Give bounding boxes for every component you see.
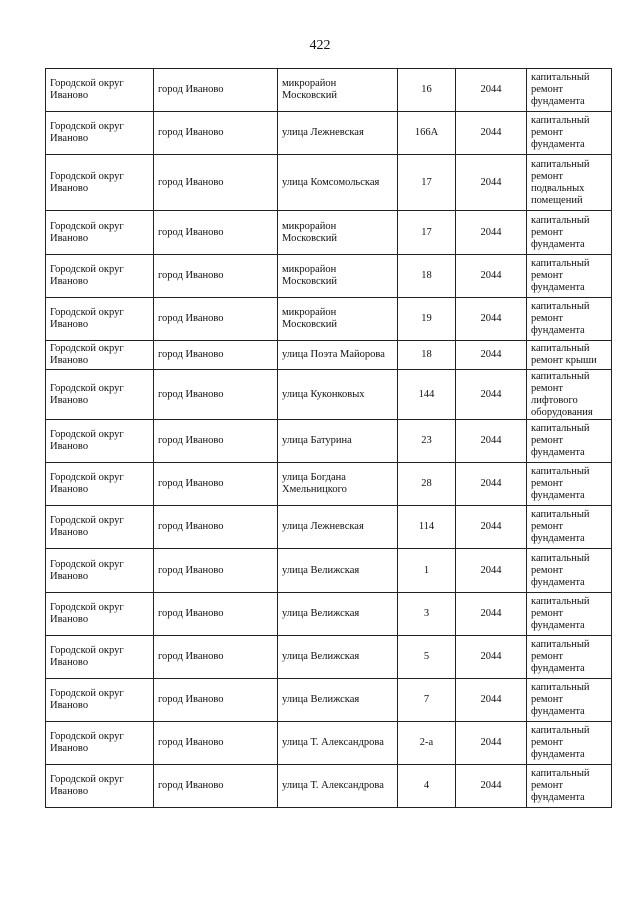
street-cell: улица Велижская bbox=[278, 679, 398, 722]
district-cell: Городской округ Иваново bbox=[46, 463, 154, 506]
work-type-cell: капитальный ремонт лифтового оборудования bbox=[527, 370, 612, 420]
table-row bbox=[46, 211, 612, 255]
locality-cell: город Иваново bbox=[154, 370, 278, 420]
street-cell: микрорайон Московский bbox=[278, 69, 398, 112]
table-row bbox=[46, 341, 612, 370]
district-cell: Городской округ Иваново bbox=[46, 679, 154, 722]
work-type-cell: капитальный ремонт фундамента bbox=[527, 679, 612, 722]
district-cell: Городской округ Иваново bbox=[46, 341, 154, 370]
street-cell: улица Поэта Майорова bbox=[278, 341, 398, 370]
table-row bbox=[46, 370, 612, 420]
page-number: 422 bbox=[309, 38, 331, 53]
work-type-cell: капитальный ремонт фундамента bbox=[527, 211, 612, 255]
street-cell: микрорайон Московский bbox=[278, 255, 398, 298]
work-type-cell: капитальный ремонт фундамента bbox=[527, 506, 612, 549]
house-number-cell: 4 bbox=[398, 765, 456, 808]
locality-cell: город Иваново bbox=[154, 679, 278, 722]
table-row bbox=[46, 112, 612, 155]
year-cell: 2044 bbox=[456, 341, 527, 370]
street-cell: микрорайон Московский bbox=[278, 298, 398, 341]
street-cell: улица Т. Александрова bbox=[278, 722, 398, 765]
district-cell: Городской округ Иваново bbox=[46, 593, 154, 636]
table-row bbox=[46, 765, 612, 808]
house-number-cell: 7 bbox=[398, 679, 456, 722]
locality-cell: город Иваново bbox=[154, 463, 278, 506]
district-cell: Городской округ Иваново bbox=[46, 370, 154, 420]
house-number-cell: 1 bbox=[398, 549, 456, 593]
house-number-cell: 18 bbox=[398, 341, 456, 370]
house-number-cell: 166А bbox=[398, 112, 456, 155]
house-number-cell: 114 bbox=[398, 506, 456, 549]
house-number-cell: 17 bbox=[398, 211, 456, 255]
year-cell: 2044 bbox=[456, 370, 527, 420]
house-number-cell: 23 bbox=[398, 420, 456, 463]
house-number-cell: 19 bbox=[398, 298, 456, 341]
street-cell: микрорайон Московский bbox=[278, 211, 398, 255]
street-cell: улица Т. Александрова bbox=[278, 765, 398, 808]
locality-cell: город Иваново bbox=[154, 298, 278, 341]
work-type-cell: капитальный ремонт фундамента bbox=[527, 463, 612, 506]
district-cell: Городской округ Иваново bbox=[46, 549, 154, 593]
district-cell: Городской округ Иваново bbox=[46, 112, 154, 155]
house-number-cell: 28 bbox=[398, 463, 456, 506]
district-cell: Городской округ Иваново bbox=[46, 420, 154, 463]
year-cell: 2044 bbox=[456, 506, 527, 549]
locality-cell: город Иваново bbox=[154, 211, 278, 255]
locality-cell: город Иваново bbox=[154, 420, 278, 463]
table-row bbox=[46, 636, 612, 679]
work-type-cell: капитальный ремонт подвальных помещений bbox=[527, 155, 612, 211]
locality-cell: город Иваново bbox=[154, 341, 278, 370]
work-type-cell: капитальный ремонт фундамента bbox=[527, 722, 612, 765]
district-cell: Городской округ Иваново bbox=[46, 636, 154, 679]
year-cell: 2044 bbox=[456, 636, 527, 679]
locality-cell: город Иваново bbox=[154, 549, 278, 593]
work-type-cell: капитальный ремонт фундамента bbox=[527, 765, 612, 808]
house-number-cell: 5 bbox=[398, 636, 456, 679]
work-type-cell: капитальный ремонт фундамента bbox=[527, 420, 612, 463]
year-cell: 2044 bbox=[456, 549, 527, 593]
work-type-cell: капитальный ремонт фундамента bbox=[527, 255, 612, 298]
locality-cell: город Иваново bbox=[154, 155, 278, 211]
locality-cell: город Иваново bbox=[154, 255, 278, 298]
table-row bbox=[46, 593, 612, 636]
table-row bbox=[46, 722, 612, 765]
repair-schedule-table bbox=[45, 68, 612, 808]
locality-cell: город Иваново bbox=[154, 506, 278, 549]
table-row bbox=[46, 506, 612, 549]
street-cell: улица Лежневская bbox=[278, 112, 398, 155]
table-row bbox=[46, 69, 612, 112]
locality-cell: город Иваново bbox=[154, 69, 278, 112]
year-cell: 2044 bbox=[456, 679, 527, 722]
street-cell: улица Комсомольская bbox=[278, 155, 398, 211]
table-row bbox=[46, 463, 612, 506]
work-type-cell: капитальный ремонт фундамента bbox=[527, 69, 612, 112]
table-row bbox=[46, 420, 612, 463]
table-row bbox=[46, 679, 612, 722]
district-cell: Городской округ Иваново bbox=[46, 211, 154, 255]
house-number-cell: 18 bbox=[398, 255, 456, 298]
work-type-cell: капитальный ремонт фундамента bbox=[527, 593, 612, 636]
street-cell: улица Богдана Хмельницкого bbox=[278, 463, 398, 506]
year-cell: 2044 bbox=[456, 463, 527, 506]
work-type-cell: капитальный ремонт крыши bbox=[527, 341, 612, 370]
year-cell: 2044 bbox=[456, 298, 527, 341]
street-cell: улица Велижская bbox=[278, 636, 398, 679]
table-row bbox=[46, 155, 612, 211]
year-cell: 2044 bbox=[456, 722, 527, 765]
street-cell: улица Куконковых bbox=[278, 370, 398, 420]
street-cell: улица Велижская bbox=[278, 593, 398, 636]
district-cell: Городской округ Иваново bbox=[46, 722, 154, 765]
table-row bbox=[46, 549, 612, 593]
work-type-cell: капитальный ремонт фундамента bbox=[527, 636, 612, 679]
locality-cell: город Иваново bbox=[154, 636, 278, 679]
table-row bbox=[46, 298, 612, 341]
work-type-cell: капитальный ремонт фундамента bbox=[527, 298, 612, 341]
locality-cell: город Иваново bbox=[154, 112, 278, 155]
locality-cell: город Иваново bbox=[154, 765, 278, 808]
work-type-cell: капитальный ремонт фундамента bbox=[527, 112, 612, 155]
street-cell: улица Лежневская bbox=[278, 506, 398, 549]
year-cell: 2044 bbox=[456, 765, 527, 808]
street-cell: улица Батурина bbox=[278, 420, 398, 463]
district-cell: Городской округ Иваново bbox=[46, 69, 154, 112]
house-number-cell: 144 bbox=[398, 370, 456, 420]
house-number-cell: 17 bbox=[398, 155, 456, 211]
district-cell: Городской округ Иваново bbox=[46, 298, 154, 341]
district-cell: Городской округ Иваново bbox=[46, 155, 154, 211]
house-number-cell: 3 bbox=[398, 593, 456, 636]
year-cell: 2044 bbox=[456, 420, 527, 463]
house-number-cell: 16 bbox=[398, 69, 456, 112]
year-cell: 2044 bbox=[456, 155, 527, 211]
year-cell: 2044 bbox=[456, 69, 527, 112]
district-cell: Городской округ Иваново bbox=[46, 506, 154, 549]
table-row bbox=[46, 255, 612, 298]
street-cell: улица Велижская bbox=[278, 549, 398, 593]
year-cell: 2044 bbox=[456, 255, 527, 298]
table-body bbox=[46, 69, 612, 808]
year-cell: 2044 bbox=[456, 593, 527, 636]
district-cell: Городской округ Иваново bbox=[46, 255, 154, 298]
locality-cell: город Иваново bbox=[154, 593, 278, 636]
locality-cell: город Иваново bbox=[154, 722, 278, 765]
year-cell: 2044 bbox=[456, 112, 527, 155]
district-cell: Городской округ Иваново bbox=[46, 765, 154, 808]
house-number-cell: 2-а bbox=[398, 722, 456, 765]
year-cell: 2044 bbox=[456, 211, 527, 255]
work-type-cell: капитальный ремонт фундамента bbox=[527, 549, 612, 593]
